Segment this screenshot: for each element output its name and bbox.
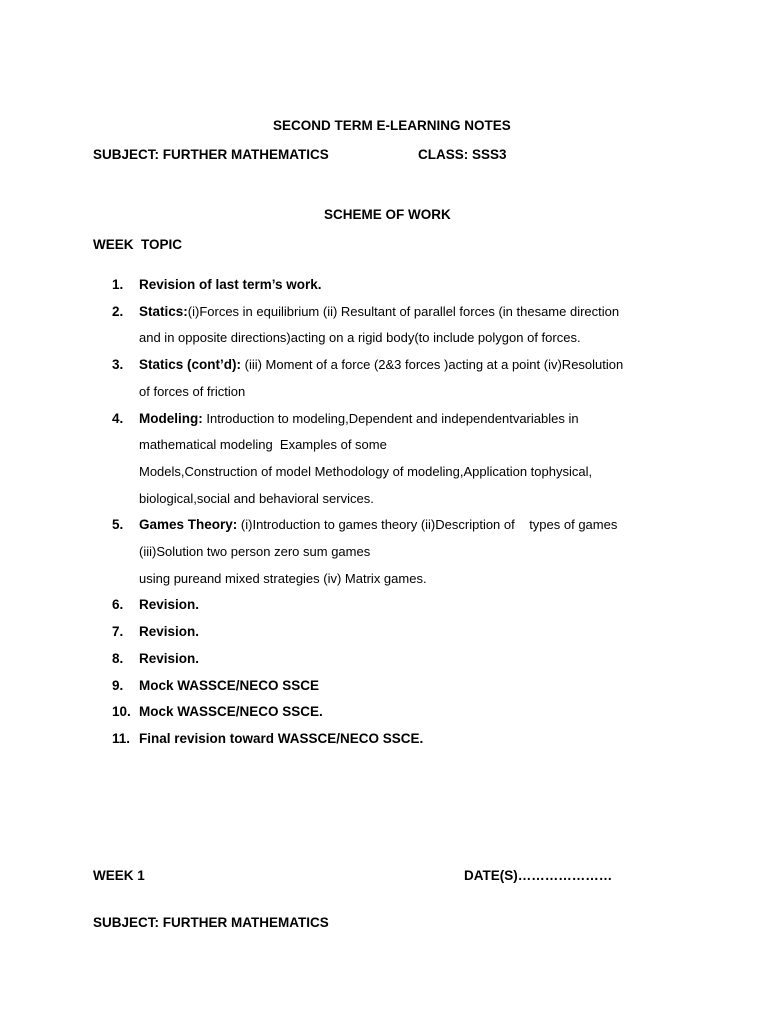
week-label: WEEK 1 bbox=[93, 868, 145, 883]
list-item-heading: Revision of last term’s work. bbox=[139, 277, 322, 292]
list-item-number: 11. bbox=[112, 730, 131, 746]
list-item-text: of forces of friction bbox=[139, 383, 246, 399]
list-item-line bbox=[139, 731, 423, 746]
list-item-line bbox=[139, 491, 374, 506]
list-item-line bbox=[139, 704, 323, 719]
list-item-line bbox=[139, 357, 623, 372]
list-item-number: 8. bbox=[112, 650, 124, 666]
list-item-line bbox=[139, 277, 322, 292]
list-item-line bbox=[139, 624, 199, 639]
week-topic-heading: WEEK TOPIC bbox=[93, 237, 183, 252]
list-item-heading: Games Theory: bbox=[139, 517, 238, 533]
list-item-heading: Statics: bbox=[139, 303, 188, 319]
list-item-text: Introduction to modeling,Dependent and independentvariables in bbox=[202, 410, 579, 426]
list-item-number: 1. bbox=[112, 277, 124, 292]
list-item-line bbox=[139, 571, 427, 586]
list-item-line bbox=[139, 464, 592, 479]
list-item-line bbox=[139, 597, 199, 612]
list-item-line bbox=[139, 437, 387, 452]
list-item-text: Models,Construction of model Methodology of modeling,Application tophysical, bbox=[139, 463, 593, 479]
list-item-number: 2. bbox=[112, 303, 124, 319]
list-item-number: 5. bbox=[112, 517, 124, 533]
list-item-line bbox=[139, 384, 245, 399]
document-title: SECOND TERM E-LEARNING NOTES bbox=[273, 118, 511, 133]
list-item-heading: Mock WASSCE/NECO SSCE. bbox=[139, 704, 323, 720]
class-label: CLASS: SSS3 bbox=[418, 147, 507, 162]
list-item-text: (iii) Moment of a force (2&3 forces )acting at a point (iv)Resolution bbox=[241, 357, 624, 373]
scheme-heading: SCHEME OF WORK bbox=[324, 207, 451, 222]
dates-label: DATE(S)………………… bbox=[464, 868, 613, 883]
list-item-text: (iii)Solution two person zero sum games bbox=[139, 544, 371, 559]
list-item-text: using pureand mixed strategies (iv) Matrix games. bbox=[139, 570, 427, 586]
list-item-heading: Final revision toward WASSCE/NECO SSCE. bbox=[139, 730, 424, 746]
list-item-number: 3. bbox=[112, 357, 124, 373]
list-item-number: 6. bbox=[112, 597, 124, 613]
list-item-line bbox=[139, 304, 619, 319]
list-item-heading: Revision. bbox=[139, 650, 200, 666]
footer-subject-label: SUBJECT: FURTHER MATHEMATICS bbox=[93, 915, 329, 930]
list-item-text: (i)Introduction to games theory (ii)Description of types of games bbox=[237, 517, 618, 533]
list-item-heading: Revision. bbox=[139, 597, 200, 613]
list-item-text: and in opposite directions)acting on a rigid body(to include polygon of forces. bbox=[139, 330, 581, 346]
list-item-line bbox=[139, 544, 370, 559]
list-item-line bbox=[139, 411, 579, 426]
list-item-line bbox=[139, 330, 581, 345]
list-item-text: (i)Forces in equilibrium (ii) Resultant of parallel forces (in thesame direction bbox=[187, 303, 620, 319]
list-item-line bbox=[139, 651, 199, 666]
list-item-number: 9. bbox=[112, 677, 124, 693]
list-item-text: mathematical modeling Examples of some bbox=[139, 437, 387, 453]
list-item-number: 7. bbox=[112, 624, 124, 640]
subject-label: SUBJECT: FURTHER MATHEMATICS bbox=[93, 147, 329, 162]
list-item-heading: Modeling: bbox=[139, 410, 203, 426]
list-item-heading: Mock WASSCE/NECO SSCE bbox=[139, 677, 320, 693]
list-item-line bbox=[139, 517, 617, 532]
list-item-heading: Revision. bbox=[139, 624, 200, 640]
list-item-line bbox=[139, 678, 319, 693]
list-item-number: 10. bbox=[112, 704, 131, 720]
list-item-text: biological,social and behavioral services. bbox=[139, 490, 374, 506]
list-item-heading: Statics (cont’d): bbox=[139, 357, 242, 373]
list-item-number: 4. bbox=[112, 410, 124, 426]
